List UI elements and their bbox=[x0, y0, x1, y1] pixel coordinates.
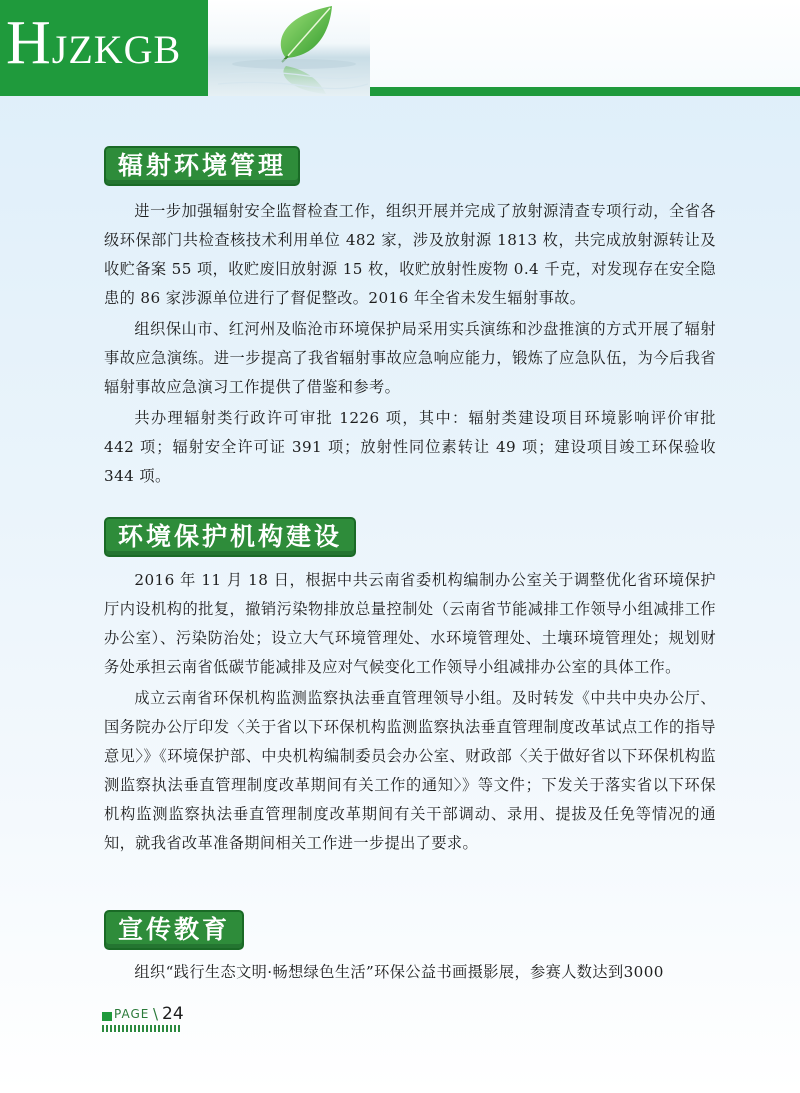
footer-square-icon bbox=[102, 1012, 112, 1021]
page-number: 24 bbox=[162, 1004, 184, 1024]
footer-ruler bbox=[102, 1025, 182, 1032]
journal-logo bbox=[6, 9, 182, 77]
paragraph: 进一步加强辐射安全监督检查工作，组织开展并完成了放射源清查专项行动，全省各级环保部门共检查核技术利用单位 482 家，涉及放射源 1813 枚，共完成放射源转让及收贮备案 55 项，收贮废旧放射源 15 枚，收贮放射性废物 0.4 千克，对发现存在安全隐患的 86 家涉源单位进行了督促整改。2016 年全省未发生辐射事故。 bbox=[104, 202, 716, 307]
section-heading-radiation: 辐射环境管理 bbox=[104, 146, 300, 186]
section-body-radiation bbox=[104, 197, 716, 491]
paragraph: 成立云南省环保机构监测监察执法垂直管理领导小组。及时转发《中共中央办公厅、国务院办公厅印发〈关于省以下环保机构监测监察执法垂直管理制度改革试点工作的指导意见〉》《环境保护部、中央机构编制委员会办公室、财政部〈关于做好省以下环保机构监测监察执法垂直管理制度改革期间有关工作的通知〉》等文件；下发关于落实省以下环保机构监测监察执法垂直管理制度改革期间有关干部调动、录用、提拔及任免等情况的通知，就我省改革准备期间相关工作进一步提出了要求。 bbox=[104, 689, 716, 852]
logo-letter-h: H bbox=[6, 9, 52, 77]
section-body-publicity bbox=[104, 958, 716, 987]
page-slash: \ bbox=[153, 1005, 159, 1023]
logo-letters: JZKGB bbox=[51, 27, 182, 72]
section-heading-publicity: 宣传教育 bbox=[104, 910, 244, 950]
page-footer bbox=[102, 1004, 186, 1034]
header-right-band bbox=[370, 0, 800, 96]
paragraph: 2016 年 11 月 18 日，根据中共云南省委机构编制办公室关于调整优化省环境保护厅内设机构的批复，撤销污染物排放总量控制处（云南省节能减排工作领导小组减排工作办公室）、污染防治处；设立大气环境管理处、水环境管理处、土壤环境管理处；规划财务处承担云南省低碳节能减排及应对气候变化工作领导小组减排办公室的具体工作。 bbox=[104, 571, 716, 676]
page-label: PAGE bbox=[114, 1007, 150, 1021]
paragraph: 共办理辐射类行政许可审批 1226 项，其中：辐射类建设项目环境影响评价审批 442 项；辐射安全许可证 391 项；放射性同位素转让 49 项；建设项目竣工环保验收 344 项。 bbox=[104, 409, 716, 485]
brand-box bbox=[0, 0, 208, 96]
paragraph: 组织保山市、红河州及临沧市环境保护局采用实兵演练和沙盘推演的方式开展了辐射事故应急演练。进一步提高了我省辐射事故应急响应能力，锻炼了应急队伍，为今后我省辐射事故应急演习工作提供了借鉴和参考。 bbox=[104, 320, 716, 396]
section-body-institution bbox=[104, 566, 716, 858]
paragraph: 组织“践行生态文明·畅想绿色生活”环保公益书画摄影展，参赛人数达到3000 bbox=[134, 963, 664, 981]
leaf-icon bbox=[208, 0, 370, 96]
leaf-water-image bbox=[208, 0, 370, 96]
page-header bbox=[0, 0, 800, 96]
section-heading-institution: 环境保护机构建设 bbox=[104, 517, 356, 557]
